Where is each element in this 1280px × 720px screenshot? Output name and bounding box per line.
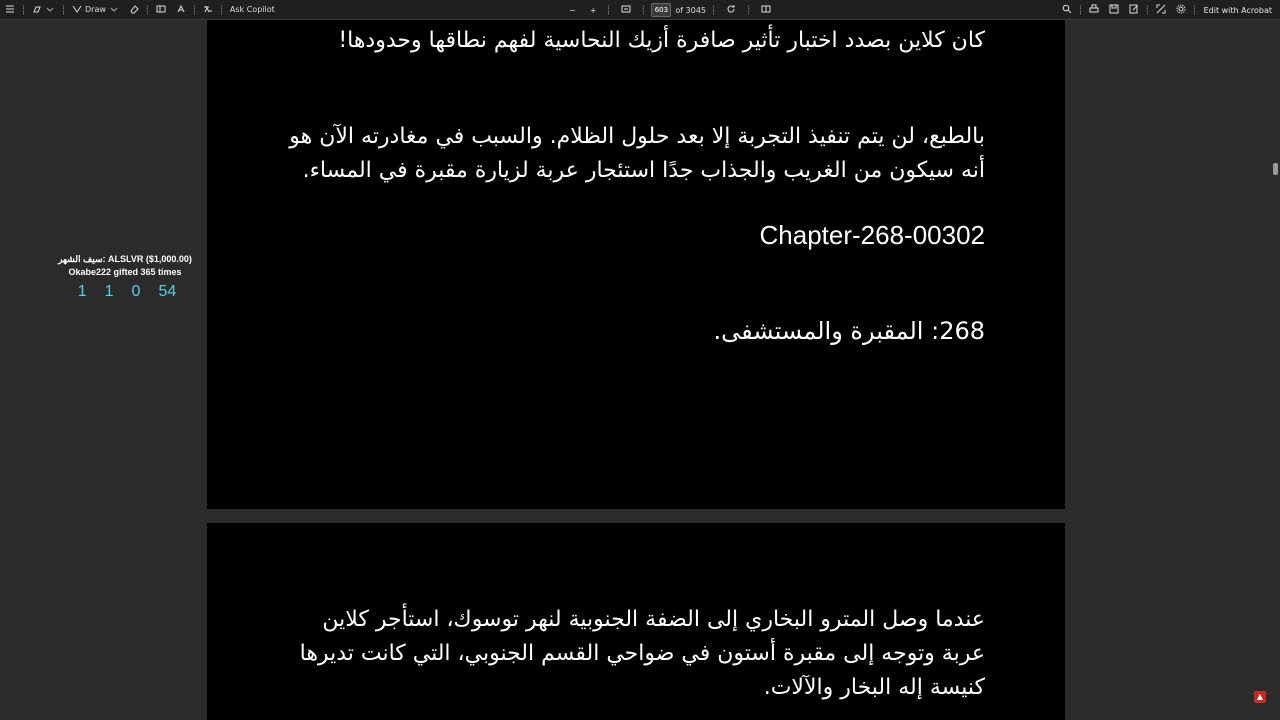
page-number-input[interactable]: 603: [651, 3, 671, 17]
zoom-out-button[interactable]: [564, 0, 581, 20]
settings-button[interactable]: [1171, 0, 1191, 20]
eraser-icon: [129, 4, 139, 16]
rotate-icon: [726, 4, 736, 16]
countdown-value: 1: [104, 283, 114, 300]
chapter-title: 268: المقبرة والمستشفى.: [713, 317, 985, 345]
toolbar-divider: [713, 5, 714, 15]
save-as-icon: [1129, 4, 1139, 16]
fullscreen-button[interactable]: [1151, 0, 1171, 20]
paragraph: بالطبع، لن يتم تنفيذ التجربة إلا بعد حلول الظلام. والسبب في مغادرته الآن هو أنه سيكون من الغريب والجذاب جدًا استئجار عربة لزيارة مقبرة في المساء.: [289, 124, 985, 183]
overlay-countdown: [30, 281, 220, 303]
overlay-gift-count: Okabe222 gifted 365 times: [68, 267, 182, 277]
toolbar-divider: [1147, 5, 1148, 15]
settings-icon: [1176, 4, 1186, 16]
save-as-button[interactable]: [1124, 0, 1144, 20]
ask-copilot-button[interactable]: [225, 0, 280, 20]
countdown-value: 1: [77, 283, 87, 300]
paragraph: كان كلاين بصدد اختبار تأثير صافرة أزيك النحاسية لفهم نطاقها وحدودها!: [338, 28, 985, 53]
translate-icon: [203, 4, 213, 16]
two-page-button[interactable]: [756, 0, 776, 20]
toolbar-divider: [63, 5, 64, 15]
page-navigation: [564, 0, 776, 20]
toolbar-right-group: [1057, 0, 1274, 20]
toolbar-divider: [748, 5, 749, 15]
view-button[interactable]: [151, 0, 171, 20]
toolbar-left-group: [0, 0, 280, 20]
chapter-id: Chapter-268-00302: [759, 220, 985, 250]
toolbar-divider: [194, 5, 195, 15]
read-aloud-button[interactable]: [171, 0, 191, 20]
stream-overlay: [30, 253, 220, 303]
toolbar-divider: [221, 5, 222, 15]
chevron-down-icon: [45, 4, 55, 16]
translate-button[interactable]: [198, 0, 218, 20]
minus-icon: −: [569, 5, 576, 15]
two-page-icon: [761, 4, 771, 16]
scrollbar-thumb[interactable]: [1273, 163, 1278, 175]
fullscreen-icon: [1156, 4, 1166, 16]
toolbar-divider: [147, 5, 148, 15]
toolbar-divider: [608, 5, 609, 15]
paragraph: عندما وصل المترو البخاري إلى الضفة الجنوبية لنهر توسوك، استأجر كلاين عربة وتوجه إلى مقبرة أستون في ضواحي القسم الجنوبي، التي كانت تديرها كنيسة إله البخار والآلات.: [299, 607, 985, 700]
save-button[interactable]: [1104, 0, 1124, 20]
fit-page-button[interactable]: [616, 0, 636, 20]
read-aloud-icon: [176, 4, 186, 16]
contents-icon: [5, 4, 15, 16]
pdf-page: [207, 523, 1065, 720]
countdown-value: 54: [158, 283, 177, 300]
draw-button[interactable]: [67, 0, 124, 20]
toolbar-divider: [1194, 5, 1195, 15]
countdown-value: 0: [131, 283, 141, 300]
page-total-label: of 3045: [675, 5, 707, 15]
draw-icon: [72, 4, 82, 16]
search-button[interactable]: [1057, 0, 1077, 20]
ask-copilot-label: Ask Copilot: [229, 5, 275, 14]
highlight-button[interactable]: [27, 0, 60, 20]
view-icon: [156, 4, 166, 16]
toolbar-divider: [643, 5, 644, 15]
pdf-page: [207, 20, 1065, 509]
contents-button[interactable]: [0, 0, 20, 20]
zoom-in-button[interactable]: [585, 0, 602, 20]
eraser-button[interactable]: [124, 0, 144, 20]
save-icon: [1109, 4, 1119, 16]
fit-page-icon: [621, 4, 631, 16]
search-icon: [1062, 4, 1072, 16]
draw-label: Draw: [85, 5, 106, 14]
overlay-top-sword: سيف الشهر: ALSLVR ($1,000.00): [58, 254, 192, 264]
rotate-button[interactable]: [721, 0, 741, 20]
toolbar-divider: [23, 5, 24, 15]
edit-with-acrobat-button[interactable]: Edit with Acrobat: [1203, 5, 1272, 15]
plus-icon: +: [589, 5, 597, 15]
chevron-down-icon: [109, 4, 119, 16]
toolbar-divider: [1080, 5, 1081, 15]
acrobat-icon[interactable]: ▲: [1254, 691, 1266, 703]
print-icon: [1089, 4, 1099, 16]
pdf-toolbar: [0, 0, 1280, 20]
print-button[interactable]: [1084, 0, 1104, 20]
highlight-icon: [32, 4, 42, 16]
